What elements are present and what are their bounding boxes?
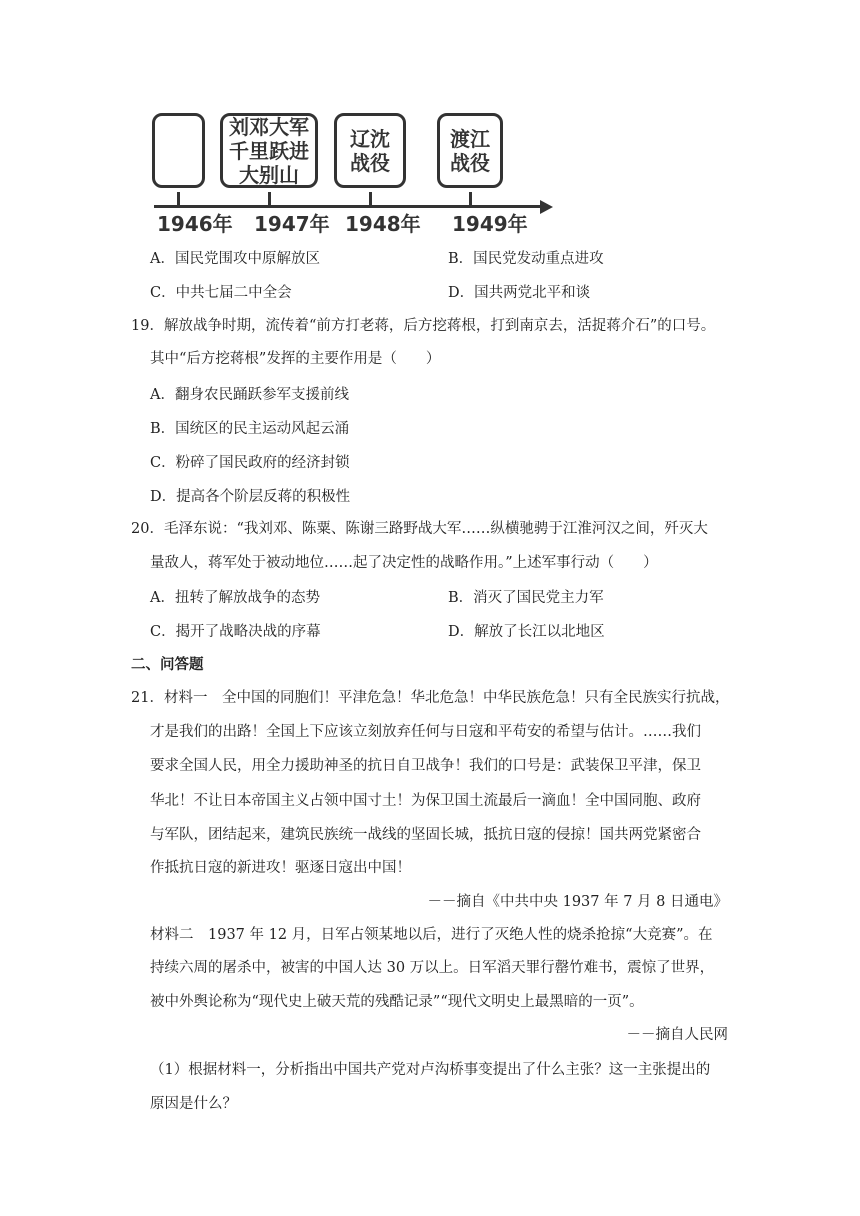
q19-option-c[interactable]: C．粉碎了国民政府的经济封锁 <box>150 455 350 471</box>
timeline-box-1947-line: 千里跃进 <box>229 138 309 163</box>
q21-material1-line: 作抵抗日寇的新进攻！驱逐日寇出中国！ <box>150 860 411 876</box>
q20-option-d[interactable]: D．解放了长江以北地区 <box>448 624 605 640</box>
timeline-box-empty <box>152 113 205 188</box>
q21-subquestion-1: 原因是什么？ <box>150 1096 237 1112</box>
timeline-box-1947-line: 大别山 <box>239 162 299 187</box>
timeline-year: 1947年 <box>254 212 330 236</box>
q19-option-d[interactable]: D．提高各个阶层反蒋的积极性 <box>150 489 351 505</box>
q21-material1-line: 21．材料一 全中国的同胞们！平津危急！华北危急！中华民族危急！只有全民族实行抗战， <box>131 690 730 706</box>
q19-stem: 19．解放战争时期，流传着“前方打老蒋，后方挖蒋根，打到南京去，活捉蒋介石”的口号。 <box>131 318 716 334</box>
timeline-tick <box>177 192 180 206</box>
timeline-year: 1949年 <box>452 212 528 236</box>
timeline-box-1947-line: 刘邓大军 <box>229 114 309 139</box>
timeline-year: 1948年 <box>345 212 421 236</box>
q21-material1-source: －－摘自《中共中央 1937 年 7 月 8 日通电》 <box>427 894 728 910</box>
section-title: 二、问答题 <box>131 656 204 673</box>
q21-material2-source: －－摘自人民网 <box>626 1027 728 1043</box>
q21-material1-line: 才是我们的出路！全国上下应该立刻放弃任何与日寇和平苟安的希望与估计。……我们 <box>150 724 701 740</box>
q19-stem: 其中“后方挖蒋根”发挥的主要作用是（ ） <box>150 351 441 367</box>
timeline-box-1949 <box>437 113 503 188</box>
timeline-box-1948 <box>334 113 406 188</box>
timeline-tick <box>369 192 372 206</box>
q21-material1-line: 华北！不让日本帝国主义占领中国寸土！为保卫国土流最后一滴血！全中国同胞、政府 <box>150 793 701 809</box>
timeline-box-1949-line: 战役 <box>450 150 490 175</box>
q21-material1-line: 与军队，团结起来，建筑民族统一战线的坚固长城，抵抗日寇的侵掠！国共两党紧密合 <box>150 827 701 843</box>
timeline-box-1947 <box>220 113 318 188</box>
timeline-tick <box>469 192 472 206</box>
timeline-arrow-icon <box>540 200 553 214</box>
timeline-box-1948-line: 辽沈 <box>350 126 390 151</box>
q20-stem: 20．毛泽东说：“我刘邓、陈粟、陈谢三路野战大军……纵横驰骋于江淮河汉之间，歼灭大 <box>131 521 708 537</box>
q21-material2-line: 被中外舆论称为“现代史上破天荒的残酷记录”“现代文明史上最黑暗的一页”。 <box>150 994 644 1010</box>
q18-option-a[interactable]: A．国民党围攻中原解放区 <box>150 251 320 267</box>
timeline-box-1949-line: 渡江 <box>450 126 490 151</box>
timeline-box-1948-line: 战役 <box>350 150 390 175</box>
q18-option-c[interactable]: C．中共七届二中全会 <box>150 285 292 301</box>
q19-option-a[interactable]: A．翻身农民踊跃参军支援前线 <box>150 387 349 403</box>
q20-stem: 量敌人，蒋军处于被动地位……起了决定性的战略作用。”上述军事行动（ ） <box>150 555 658 571</box>
q21-material1-line: 要求全国人民，用全力援助神圣的抗日自卫战争！我们的口号是：武装保卫平津，保卫 <box>150 758 701 774</box>
q21-subquestion-1: （1）根据材料一，分析指出中国共产党对卢沟桥事变提出了什么主张？这一主张提出的 <box>150 1062 711 1078</box>
q18-option-b[interactable]: B．国民党发动重点进攻 <box>448 251 604 267</box>
q21-material2-line: 材料二 1937 年 12 月，日军占领某地以后，进行了灭绝人性的烧杀抢掠“大竞赛”。在 <box>150 927 713 943</box>
timeline-tick <box>268 192 271 206</box>
q20-option-a[interactable]: A．扭转了解放战争的态势 <box>150 590 320 606</box>
q20-option-b[interactable]: B．消灭了国民党主力军 <box>448 590 604 606</box>
q18-option-d[interactable]: D．国共两党北平和谈 <box>448 285 591 301</box>
timeline-year: 1946年 <box>157 212 233 236</box>
q20-option-c[interactable]: C．揭开了战略决战的序幕 <box>150 624 321 640</box>
q21-material2-line: 持续六周的屠杀中，被害的中国人达 30 万以上。日军滔天罪行罄竹难书，震惊了世界， <box>150 960 715 976</box>
q19-option-b[interactable]: B．国统区的民主运动风起云涌 <box>150 421 350 437</box>
